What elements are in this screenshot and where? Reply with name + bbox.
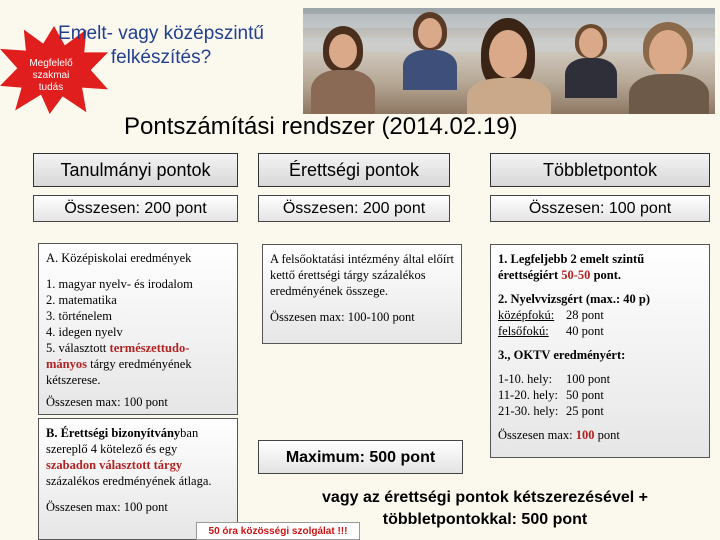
header-tobblet: Többletpontok <box>490 153 710 187</box>
card-erettsegi-text: A felsőoktatási intézmény által előírt kettő érettségi tárgy százalékos eredményének összege. <box>270 252 454 298</box>
card-erettsegi-max: Összesen max: 100-100 pont <box>270 310 415 324</box>
oktv-row-2: 11-20. hely: 50 pont <box>498 388 604 402</box>
card-kozepiskolai <box>38 243 238 415</box>
total-erettsegi: Összesen: 200 pont <box>258 195 450 222</box>
card-b-max: Összesen max: 100 pont <box>46 500 168 514</box>
subject-3: 3. történelem <box>46 309 112 323</box>
total-tanulmanyi: Összesen: 200 pont <box>33 195 238 222</box>
tobblet-item-1: 1. Legfeljebb 2 emelt szintű érettségiért 50-50 pont. <box>498 252 645 282</box>
lang-row-2: felsőfokú: 40 pont <box>498 324 604 338</box>
card-a-max: Összesen max: 100 pont <box>46 395 168 409</box>
social-service-note: 50 óra közösségi szolgálat !!! <box>196 522 360 540</box>
header-erettsegi: Érettségi pontok <box>258 153 450 187</box>
card-erettsegi <box>262 244 462 344</box>
badge-star-text: Megfelelő szakmai tudás <box>29 58 73 93</box>
maximum-box: Maximum: 500 pont <box>258 440 463 474</box>
total-tobblet: Összesen: 100 pont <box>490 195 710 222</box>
headline: Emelt- vagy középszintű felkészítés? <box>58 23 264 68</box>
card-tobblet <box>490 244 710 458</box>
card-b-text: B. Érettségi bizonyítványban szereplő 4 kötelező és egy szabadon választott tárgy százalékos eredményének átlaga. <box>46 426 212 488</box>
header-tanulmanyi: Tanulmányi pontok <box>33 153 238 187</box>
alternative-text: vagy az érettségi pontok kétszerezésével + többletpontokkal: 500 pont <box>322 489 648 528</box>
subject-5: 5. választott természettudo-mányos tárgy eredményének kétszerese. <box>46 341 192 387</box>
tobblet-item-3: 3., OKTV eredményért: <box>498 348 626 362</box>
card-a-title: A. Középiskolai eredmények <box>46 251 192 265</box>
page-title: Pontszámítási rendszer (2014.02.19) <box>124 113 518 140</box>
oktv-row-1: 1-10. hely: 100 pont <box>498 372 611 386</box>
lang-row-1: középfokú: 28 pont <box>498 308 604 322</box>
subject-2: 2. matematika <box>46 293 117 307</box>
subject-1: 1. magyar nyelv- és irodalom <box>46 277 193 291</box>
tobblet-max: Összesen max: 100 pont <box>498 428 620 442</box>
oktv-row-3: 21-30. hely: 25 pont <box>498 404 604 418</box>
tobblet-item-2: 2. Nyelvvizsgért (max.: 40 p) <box>498 292 651 306</box>
students-photo <box>303 8 715 114</box>
subject-4: 4. idegen nyelv <box>46 325 123 339</box>
